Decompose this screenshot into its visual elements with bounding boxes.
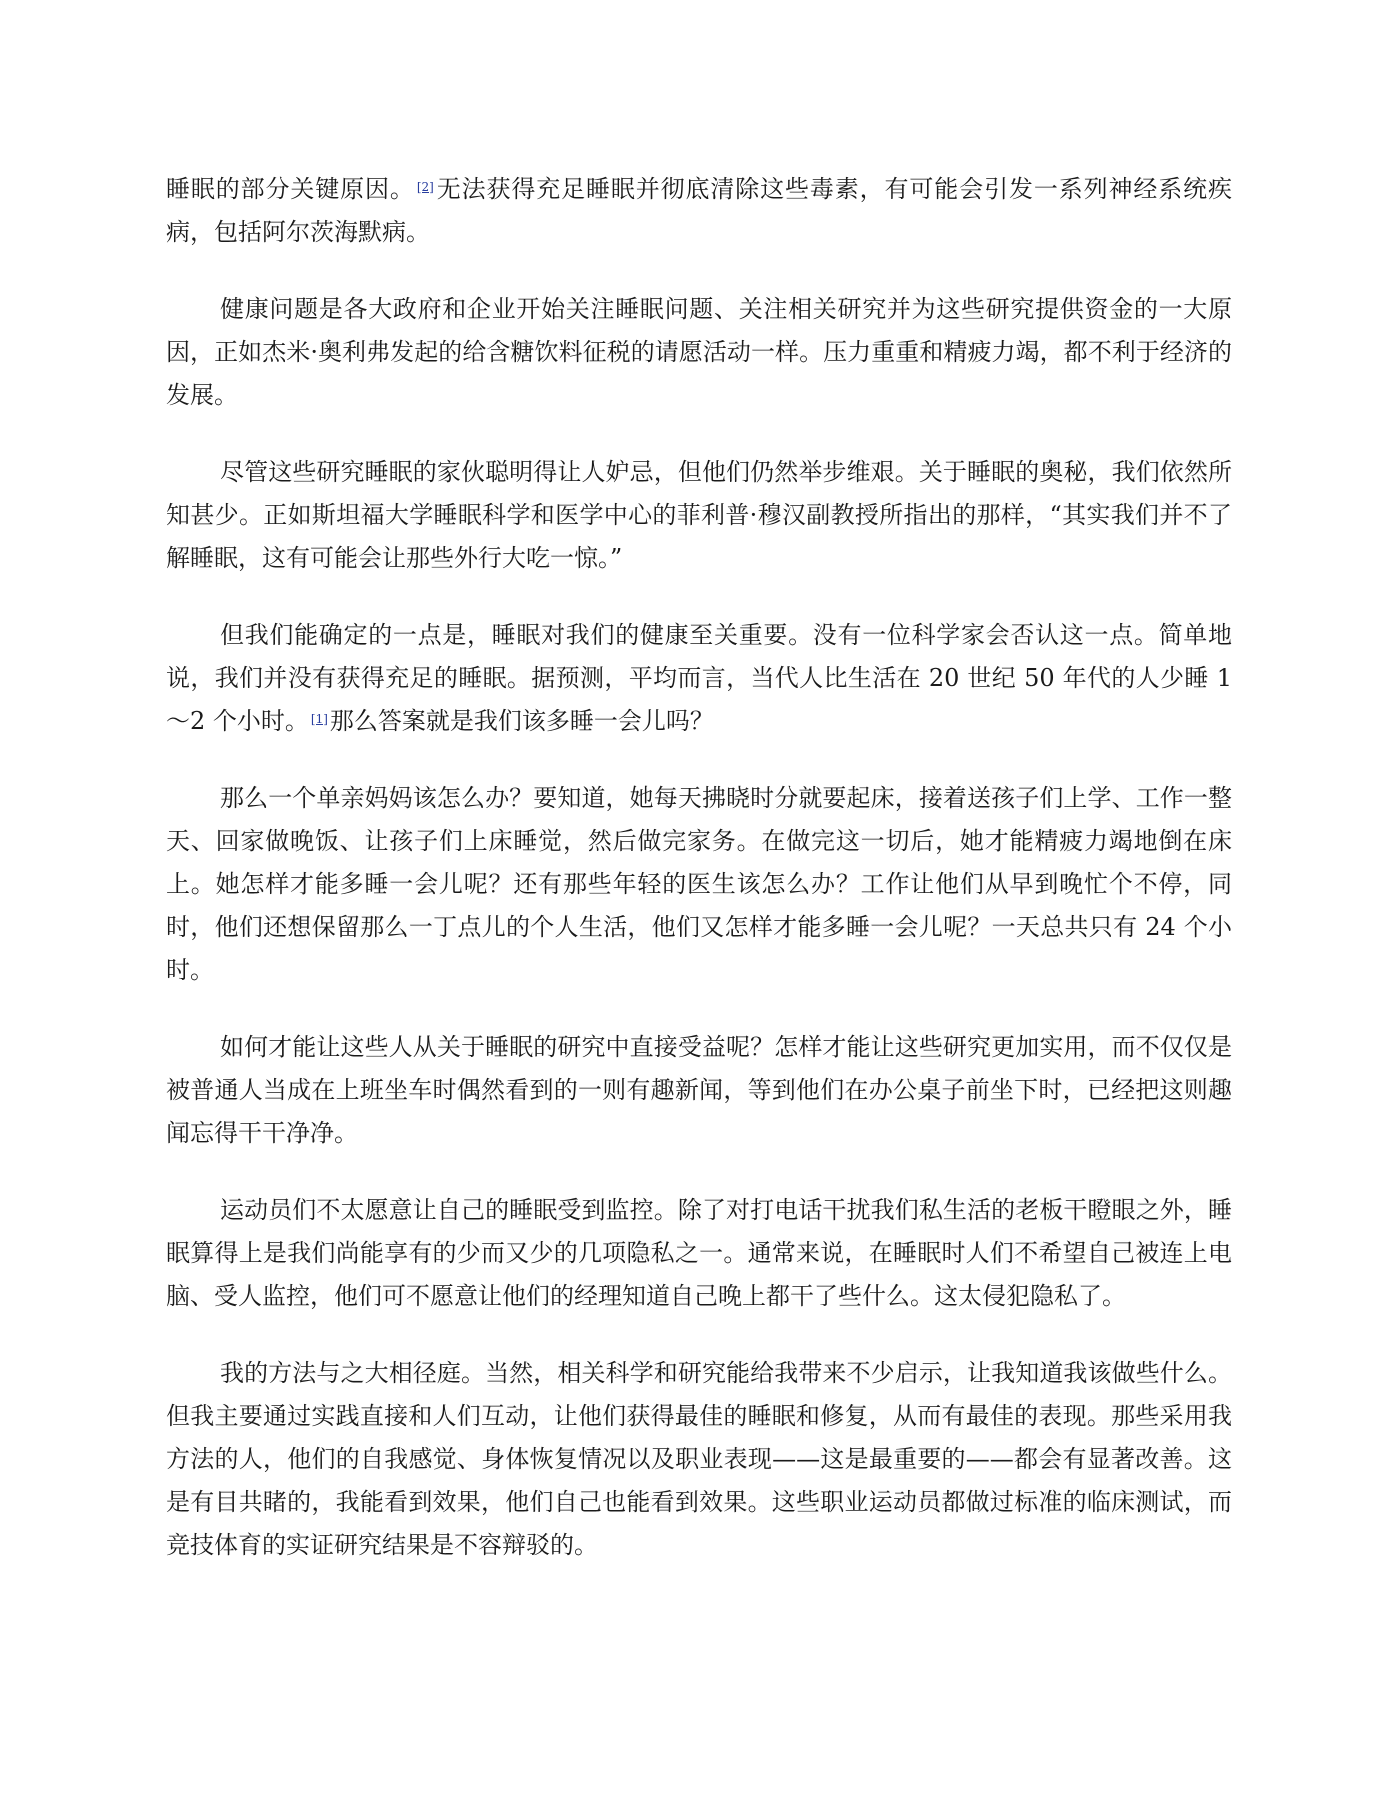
paragraph-6: 如何才能让这些人从关于睡眠的研究中直接受益呢？怎样才能让这些研究更加实用，而不仅仅是被普通人当成在上班坐车时偶然看到的一则有趣新闻，等到他们在办公桌子前坐下时，已经把这则趣闻忘得干干净净。 xyxy=(166,1033,1232,1147)
footnote-link-1[interactable]: [1] xyxy=(310,712,328,726)
footnote-link-2[interactable]: [2] xyxy=(416,180,434,194)
paragraph-2: 健康问题是各大政府和企业开始关注睡眠问题、关注相关研究并为这些研究提供资金的一大原因，正如杰米·奥利弗发起的给含糖饮料征税的请愿活动一样。压力重重和精疲力竭，都不利于经济的发展。 xyxy=(166,295,1232,409)
paragraph-4-text-before: 但我们能确定的一点是，睡眠对我们的健康至关重要。没有一位科学家会否认这一点。简单地说，我们并没有获得充足的睡眠。据预测，平均而言，当代人比生活在 20 世纪 50 年代的人少睡 1～2 个小时。 xyxy=(166,621,1232,735)
paragraph-4 xyxy=(166,614,1232,743)
body-text xyxy=(166,168,1232,1601)
paragraph-1 xyxy=(166,168,1232,254)
paragraph-4-text-after: 那么答案就是我们该多睡一会儿吗？ xyxy=(329,707,714,735)
paragraph-1-text-after: 无法获得充足睡眠并彻底清除这些毒素，有可能会引发一系列神经系统疾病，包括阿尔茨海默病。 xyxy=(166,175,1233,246)
paragraph-3: 尽管这些研究睡眠的家伙聪明得让人妒忌，但他们仍然举步维艰。关于睡眠的奥秘，我们依然所知甚少。正如斯坦福大学睡眠科学和医学中心的菲利普·穆汉副教授所指出的那样，“其实我们并不了解睡眠，这有可能会让那些外行大吃一惊。” xyxy=(166,458,1232,572)
paragraph-1-text-before: 睡眠的部分关键原因。 xyxy=(166,175,415,203)
paragraph-5: 那么一个单亲妈妈该怎么办？要知道，她每天拂晓时分就要起床，接着送孩子们上学、工作一整天、回家做晚饭、让孩子们上床睡觉，然后做完家务。在做完这一切后，她才能精疲力竭地倒在床上。她怎样才能多睡一会儿呢？还有那些年轻的医生该怎么办？工作让他们从早到晚忙个不停，同时，他们还想保留那么一丁点儿的个人生活，他们又怎样才能多睡一会儿呢？一天总共只有 24 个小时。 xyxy=(166,784,1232,984)
paragraph-7: 运动员们不太愿意让自己的睡眠受到监控。除了对打电话干扰我们私生活的老板干瞪眼之外，睡眠算得上是我们尚能享有的少而又少的几项隐私之一。通常来说，在睡眠时人们不希望自己被连上电脑、受人监控，他们可不愿意让他们的经理知道自己晚上都干了些什么。这太侵犯隐私了。 xyxy=(166,1196,1232,1310)
paragraph-8: 我的方法与之大相径庭。当然，相关科学和研究能给我带来不少启示，让我知道我该做些什么。但我主要通过实践直接和人们互动，让他们获得最佳的睡眠和修复，从而有最佳的表现。那些采用我方法的人，他们的自我感觉、身体恢复情况以及职业表现——这是最重要的——都会有显著改善。这是有目共睹的，我能看到效果，他们自己也能看到效果。这些职业运动员都做过标准的临床测试，而竞技体育的实证研究结果是不容辩驳的。 xyxy=(166,1359,1232,1559)
